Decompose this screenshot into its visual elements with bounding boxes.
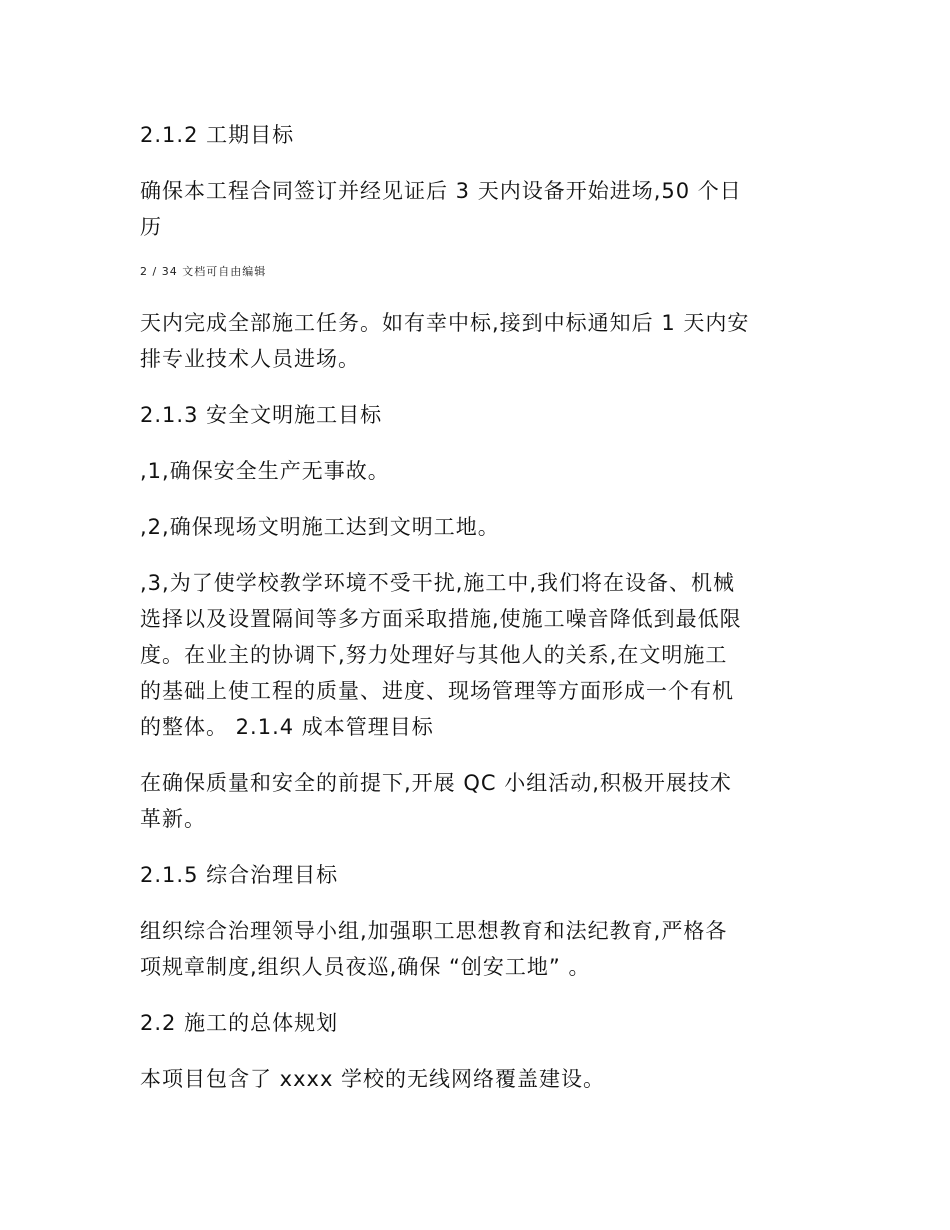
page-footer: 2 / 34 文档可自由编辑 <box>140 265 267 278</box>
paragraph-line: 组织综合治理领导小组,加强职工思想教育和法纪教育,严格各 <box>140 919 728 943</box>
heading-2-1-2: 2.1.2 工期目标 <box>140 123 295 147</box>
list-item: ,2,确保现场文明施工达到文明工地。 <box>140 515 500 539</box>
paragraph-line: 排专业技术人员进场。 <box>140 347 360 371</box>
paragraph-line: 的基础上使工程的质量、进度、现场管理等方面形成一个有机 <box>140 679 734 703</box>
heading-2-1-3: 2.1.3 安全文明施工目标 <box>140 403 383 427</box>
paragraph-line: 历 <box>140 215 162 239</box>
list-item: ,1,确保安全生产无事故。 <box>140 459 390 483</box>
paragraph-line: 确保本工程合同签订并经见证后 3 天内设备开始进场,50 个日 <box>140 179 742 203</box>
paragraph-line: 项规章制度,组织人员夜巡,确保 “创安工地” 。 <box>140 955 591 979</box>
paragraph-line: 本项目包含了 xxxx 学校的无线网络覆盖建设。 <box>140 1067 606 1091</box>
paragraph-line: 在确保质量和安全的前提下,开展 QC 小组活动,积极开展技术 <box>140 771 732 795</box>
paragraph-line: 选择以及设置隔间等多方面采取措施,使施工噪音降低到最低限 <box>140 607 742 631</box>
paragraph-line: 度。在业主的协调下,努力处理好与其他人的关系,在文明施工 <box>140 643 728 667</box>
paragraph-line: ,3,为了使学校教学环境不受干扰,施工中,我们将在设备、机械 <box>140 571 736 595</box>
paragraph-line: 革新。 <box>140 807 206 831</box>
heading-2-2: 2.2 施工的总体规划 <box>140 1011 339 1035</box>
heading-2-1-5: 2.1.5 综合治理目标 <box>140 863 339 887</box>
paragraph-line: 天内完成全部施工任务。如有幸中标,接到中标通知后 1 天内安 <box>140 311 750 335</box>
paragraph-line: 的整体。 2.1.4 成本管理目标 <box>140 715 434 739</box>
